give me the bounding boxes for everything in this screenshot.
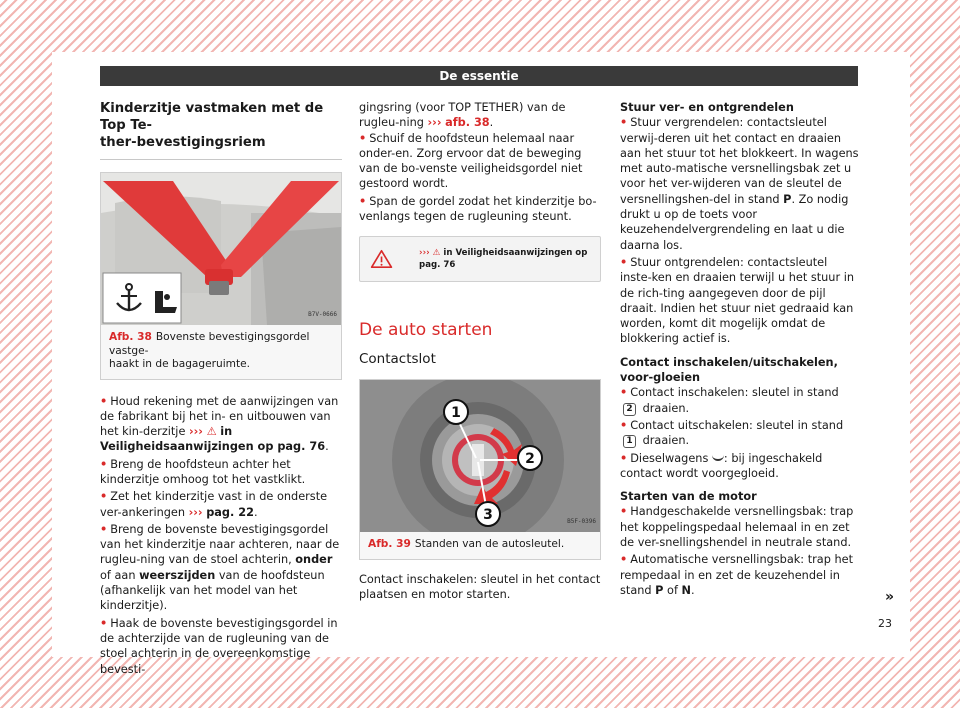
figure-38-code: B7V-0666 — [308, 310, 337, 318]
figure-39-code: B5F-0396 — [567, 518, 596, 526]
position-marker-3 — [476, 502, 500, 526]
position-badge-1: 1 — [623, 435, 636, 448]
warning-text: ››› ⚠ in Veiligheidsaanwijzingen op pag. 76 — [419, 248, 588, 271]
position-label-1: 1 — [451, 405, 461, 422]
ref-arrow: ››› — [188, 505, 203, 519]
figure-38-caption-text: Bovenste bevestigingsgordel vastge- haakt in de bagageruimte. — [109, 331, 310, 370]
warning-triangle-icon — [370, 247, 393, 271]
ref-arrow: ››› — [189, 425, 203, 439]
list-item: • Houd rekening met de aanwijzingen van de fabrikant bij het in- en uitbouwen van het kin-derzitje ››› ⚠ in Veiligheidsaanwijzingen op pag. 76. — [100, 394, 339, 454]
paragraph-contact: Contact inschakelen: sleutel in het contact plaatsen en motor starten. — [359, 572, 601, 602]
heading-contact: Contact inschakelen/uitschakelen, voor-gloeien — [620, 355, 838, 385]
figure-39-label: Afb. 39 — [368, 538, 411, 551]
list-item: • Breng de hoofdsteun achter het kinderzitje omhoog tot het vastklikt. — [100, 457, 306, 486]
list-item: • Schuif de hoofdsteun helemaal naar onder-en. Zorg ervoor dat de beweging van de bo-venste veiligheidsgordel niet gestoord wordt. — [359, 131, 583, 191]
list-item: • Stuur vergrendelen: contactsleutel verwij-deren uit het contact en draaien aan het stuur tot het blokkeert. In wagens met auto-matische versnellingsbak zet u voor het ver-wijderen van de sleutel de versnellingshen-del in stand P. Zo nodig drukt u op de toets voor keuzehendelvergrendeling en laat u die daarna los. — [620, 116, 859, 252]
list-item: • Stuur ontgrendelen: contactsleutel inste-ken en draaien terwijl u het stuur in de rich-ting aangegeven door de pijl draait. Indien het stuur niet gedraaid kan worden, komt dit mogelijk omdat de blokkering actief is. — [620, 255, 855, 346]
list-item: • Haak de bovenste bevestigingsgordel in de achterzijde van de rugleuning van de stoel achterin in de overeenkomstige bevesti- — [100, 616, 338, 676]
list-item: • Contact inschakelen: sleutel in stand 2 draaien. — [620, 386, 839, 415]
figure-39-image — [360, 380, 600, 532]
section-title-de-auto-starten: De auto starten — [359, 320, 493, 341]
warning-icon-inline: ⚠ — [432, 248, 441, 259]
figure-38-label: Afb. 38 — [109, 331, 152, 343]
page-number: 23 — [878, 617, 892, 630]
subsection-title-contactslot: Contactslot — [359, 351, 436, 368]
glow-plug-icon — [712, 453, 724, 461]
section-title-top-tether: Kinderzitje vastmaken met de Top Te- ther-bevestigingsriem — [100, 100, 342, 160]
warning-box — [359, 236, 601, 282]
chapter-header: De essentie — [100, 66, 858, 86]
list-item: • Automatische versnellingsbak: trap het rempedaal in en zet de keuzehendel in stand P of N. — [620, 553, 853, 597]
list-item: • Zet het kinderzitje vast in de onderste ver-ankeringen ››› pag. 22. — [100, 490, 328, 519]
heading-stuur: Stuur ver- en ontgrendelen — [620, 101, 794, 114]
column-1 — [100, 100, 342, 679]
warning-reference-link[interactable]: in Veiligheidsaanwijzingen op pag. 76 — [419, 248, 588, 271]
figure-38-caption — [101, 325, 341, 379]
ref-arrow: ››› — [427, 116, 442, 130]
continue-arrow-icon: » — [885, 589, 895, 605]
list-item: • Contact uitschakelen: sleutel in stand 1 draaien. — [620, 418, 844, 448]
position-marker-2 — [518, 446, 542, 470]
figure-39 — [359, 379, 601, 560]
position-label-3: 3 — [483, 507, 493, 524]
warning-icon-inline: ⚠ — [206, 425, 217, 439]
figure-39-caption-text: Standen van de autosleutel. — [414, 538, 565, 551]
list-item: • Breng de bovenste bevestigingsgordel van het kinderzitje naar achteren, naar de rugleu-ning van de stoel achterin, onder of aan weerszijden van de hoofdsteun (afhankelijk van het model van het kinderzitje). — [100, 522, 340, 613]
position-label-2: 2 — [525, 451, 535, 468]
column-1-text — [100, 394, 342, 677]
figure-38-image — [101, 173, 341, 325]
column-2 — [359, 100, 601, 602]
figure-38 — [100, 172, 342, 380]
paragraph-continued: gingsring (voor TOP TETHER) van de rugleu-ning ››› afb. 38. — [359, 101, 566, 130]
list-item: • Dieselwagens : bij ingeschakeld contact wordt voorgegloeid. — [620, 451, 823, 480]
figure-reference-link[interactable]: afb. 38 — [445, 116, 490, 130]
heading-starten: Starten van de motor — [620, 490, 757, 504]
ignition-lock-illustration — [360, 380, 600, 532]
list-item: • Handgeschakelde versnellingsbak: trap het koppelingspedaal helemaal in en zet de ver-snellingshendel in neutrale stand. — [620, 505, 854, 550]
position-marker-1 — [444, 400, 468, 424]
figure-39-caption — [360, 532, 600, 559]
top-tether-illustration — [101, 173, 341, 325]
position-badge-2: 2 — [623, 403, 636, 416]
list-item: • Span de gordel zodat het kinderzitje bo-venlangs tegen de rugleuning steunt. — [359, 194, 597, 224]
cross-reference-link[interactable]: pag. 22 — [206, 505, 254, 519]
cross-reference-link[interactable]: in Veiligheidsaanwijzingen op pag. 76 — [100, 425, 326, 454]
column-3 — [620, 100, 860, 600]
